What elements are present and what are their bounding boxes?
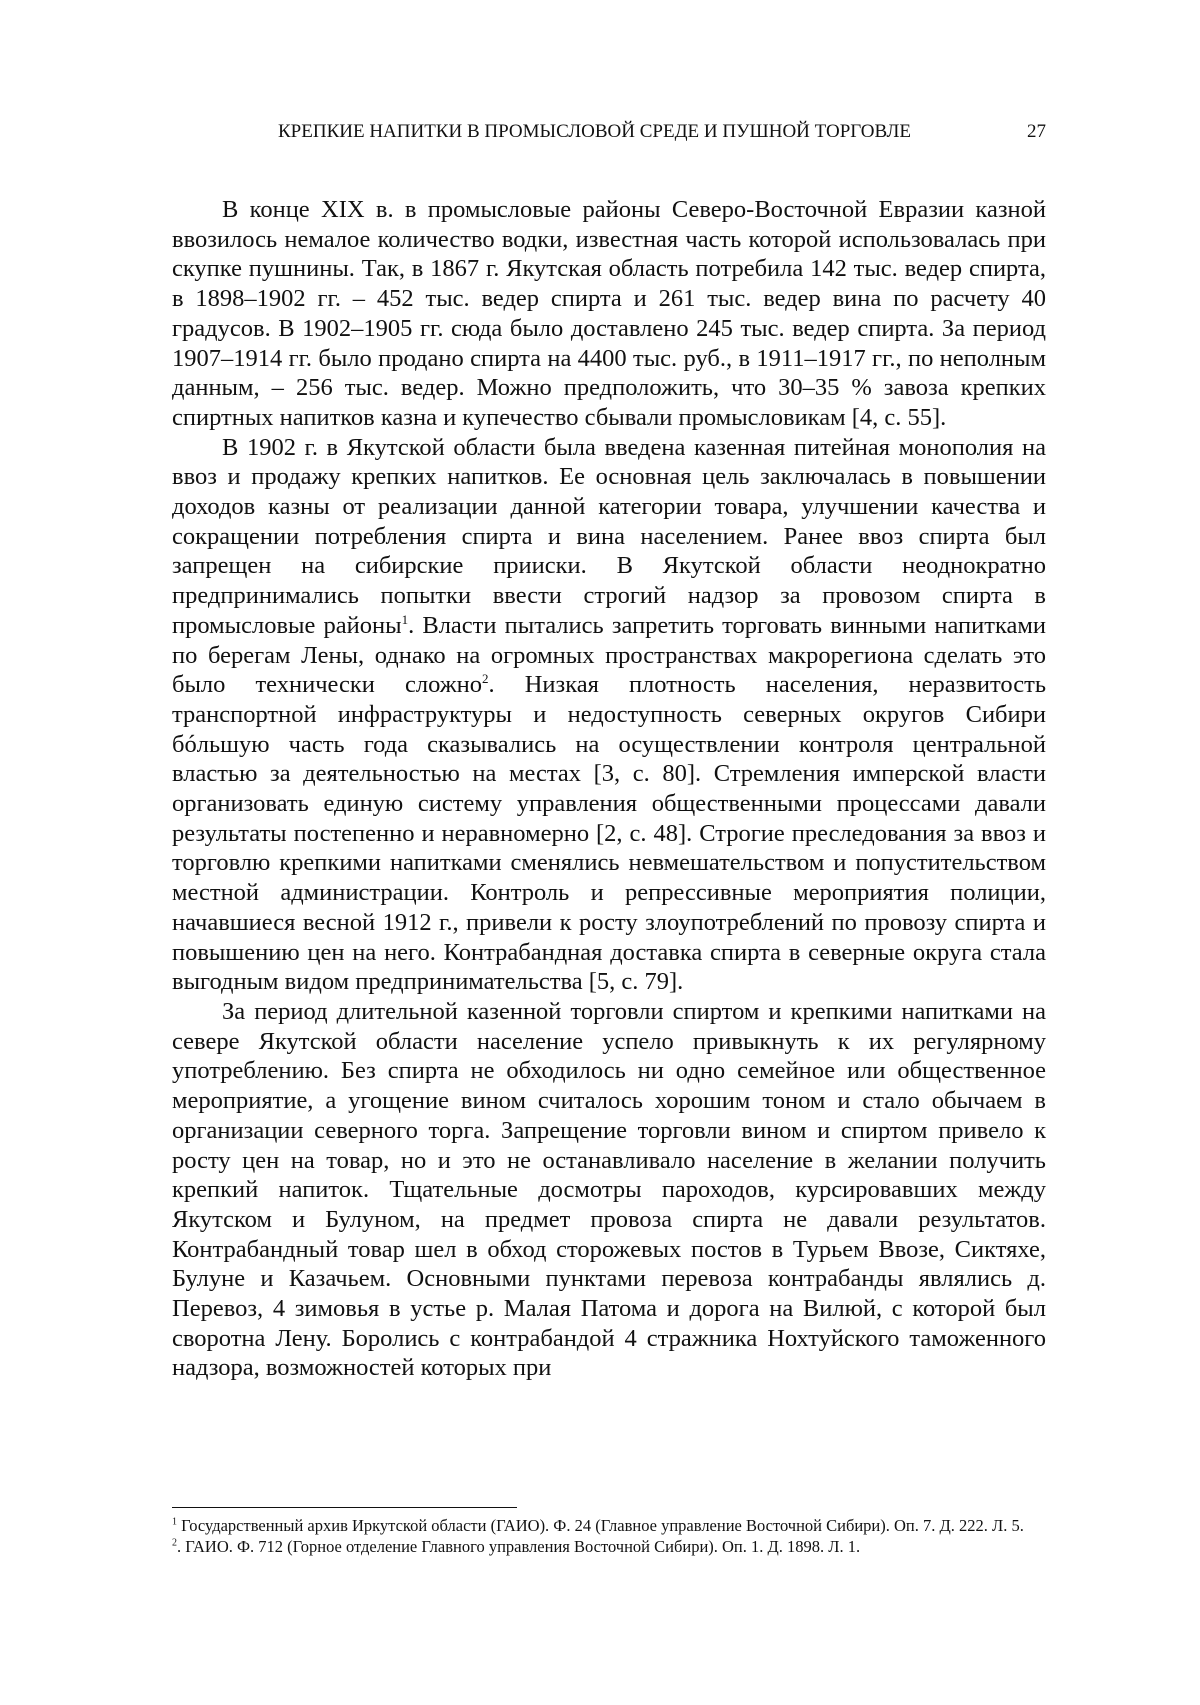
paragraph-2-part-b: . Власти пытались запретить торговать винными напитками по берегам Лены, однако на огромных пространствах макрорегиона сделать это было технически сложно [172,612,1046,698]
document-page [0,0,1200,1705]
paragraph-2 [172,433,1046,997]
footnote-ref-2: 2 [482,671,489,686]
body-text [172,195,1046,1383]
footnote-1-mark: 1 [172,1517,177,1528]
paragraph-2-part-c: . Низкая плотность населения, неразвитость транспортной инфраструктуры и недоступность северных округов Сибири бóльшую часть года сказывались на осуществлении контроля центральной властью за деятельностью на местах [3, с. 80]. Стремления имперской власти организовать единую систему управления общественными процессами давали результаты постепенно и неравномерно [2, с. 48]. Строгие преследования за ввоз и торговлю крепкими напитками сменялись невмешательством и попустительством местной администрации. Контроль и репрессивные мероприятия полиции, начавшиеся весной 1912 г., привели к росту злоупотреблений по провозу спирта и повышению цен на него. Контрабандная доставка спирта в северные округа стала выгодным видом предпринимательства [5, с. 79]. [172,671,1046,995]
paragraph-2-part-a: В 1902 г. в Якутской области была введена казенная питейная монополия на ввоз и продажу крепких напитков. Ее основная цель заключалась в повышении доходов казны от реализации данной категории товара, улучшении качества и сокращении потребления спирта и вина населением. Ранее ввоз спирта был запрещен на сибирские прииски. В Якутской области неоднократно предпринимались попытки ввести строгий надзор за провозом спирта в промысловые районы [172,434,1046,639]
page-number: 27 [1027,121,1046,143]
paragraph-1: В конце XIX в. в промысловые районы Северо-Восточной Евразии казной ввозилось немалое количество водки, известная часть которой использовалась при скупке пушнины. Так, в 1867 г. Якутская область потребила 142 тыс. ведер спирта, в 1898–1902 гг. – 452 тыс. ведер спирта и 261 тыс. ведер вина по расчету 40 градусов. В 1902–1905 гг. сюда было доставлено 245 тыс. ведер спирта. За период 1907–1914 гг. было продано спирта на 4400 тыс. руб., в 1911–1917 гг., по неполным данным, – 256 тыс. ведер. Можно предположить, что 30–35 % завоза крепких спиртных напитков казна и купечество сбывали промысловикам [4, с. 55]. [172,195,1046,433]
footnote-2 [172,1537,1046,1558]
footnote-1-text: Государственный архив Иркутской области (ГАИО). Ф. 24 (Главное управление Восточной Сибири). Оп. 7. Д. 222. Л. 5. [177,1516,1024,1535]
footnote-divider [172,1507,517,1508]
paragraph-3: За период длительной казенной торговли спиртом и крепкими напитками на севере Якутской области население успело привыкнуть к их регулярному употреблению. Без спирта не обходилось ни одно семейное или общественное мероприятие, а угощение вином считалось хорошим тоном и стало обычаем в организации северного торга. Запрещение торговли вином и спиртом привело к росту цен на товар, но и это не останавливало население в желании получить крепкий напиток. Тщательные досмотры пароходов, курсировавших между Якутском и Булуном, на предмет провоза спирта не давали результатов. Контрабандный товар шел в обход сторожевых постов в Турьем Ввозе, Сиктяхе, Булуне и Казачьем. Основными пунктами перевоза контрабанды являлись д. Перевоз, 4 зимовья в устье р. Малая Патома и дорога на Вилюй, с которой был своротна Лену. Боролись с контрабандой 4 стражника Нохтуйского таможенного надзора, возможностей которых при [172,997,1046,1383]
footnote-1 [172,1516,1046,1537]
running-title: КРЕПКИЕ НАПИТКИ В ПРОМЫСЛОВОЙ СРЕДЕ И ПУШНОЙ ТОРГОВЛЕ [278,121,911,143]
footnote-2-text: . ГАИО. Ф. 712 (Горное отделение Главного управления Восточной Сибири). Оп. 1. Д. 1898. Л. 1. [177,1537,860,1556]
footnote-ref-1: 1 [402,612,409,627]
footnotes [172,1516,1046,1557]
running-header [172,121,1046,147]
footnote-2-mark: 2 [172,1537,177,1548]
